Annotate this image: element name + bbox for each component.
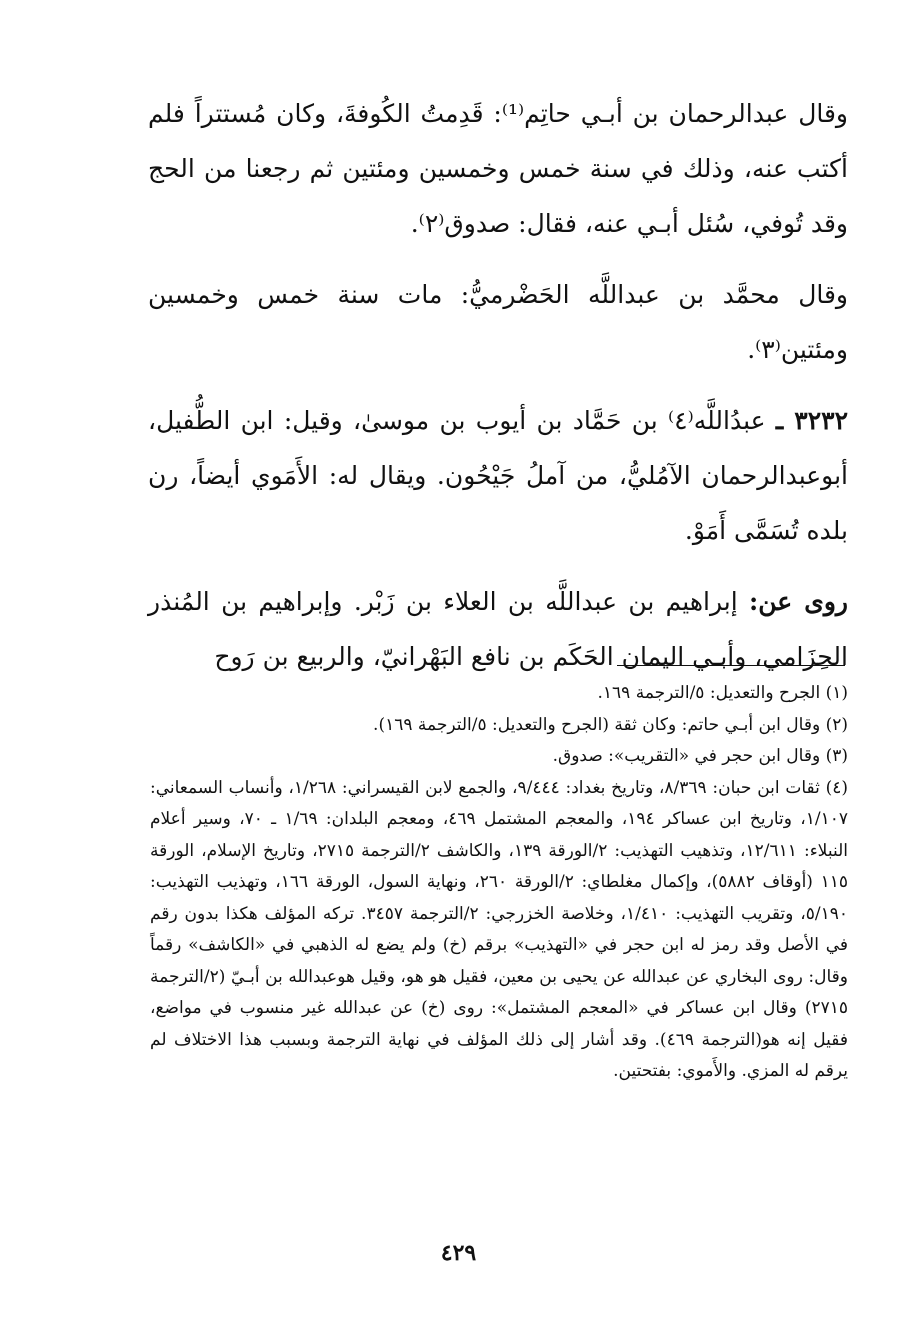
footnotes bbox=[150, 678, 848, 1088]
rawa-text: إبراهيم بن عبداللَّه بن العلاء بن زَبْر. وإبراهيم بن المُنذر الحِزَامي، وأبـي اليمان الحَكَم بن نافع البَهْرانيّ، والربيع بن رَوح bbox=[148, 587, 848, 671]
footnote-1: (١) الجرح والتعديل: ٥/الترجمة ١٦٩. bbox=[597, 683, 848, 703]
footnote-2: (٢) وقال ابن أبـي حاتم: وكان ثقة (الجرح والتعديل: ٥/الترجمة ١٦٩). bbox=[373, 714, 848, 735]
entry-text: عبدُاللَّه⁽٤⁾ بن حَمَّاد بن أيوب بن موسىٰ، وقيل: ابن الطُّفيل، أبوعبدالرحمان الآمُليُّ، من آملُ جَيْحُون. ويقال له: الأَمَوي أيضاً، رن بلده تُسَمَّى أَمَوْ. bbox=[148, 406, 848, 545]
paragraph-hadrami: وقال محمَّد بن عبداللَّه الحَضْرميُّ: مات سنة خمس وخمسين ومئتين⁽٣⁾. bbox=[148, 280, 848, 364]
entry-3232 bbox=[148, 393, 848, 558]
paragraph-ibn-abi-hatim: وقال عبدالرحمان بن أبـي حاتِم⁽¹⁾: قَدِمتُ الكُوفةَ، وكان مُستتراً فلم أكتب عنه، وذلك في سنة خمس وخمسين ومئتين ثم رجعنا من الحج وقد تُوفي، سُئل أبـي عنه، فقال: صدوق⁽٢⁾. bbox=[148, 99, 848, 238]
footnote-4: (٤) ثقات ابن حبان: ٨/٣٦٩، وتاريخ بغداد: ٩/٤٤٤، والجمع لابن القيسراني: ١/٢٦٨، وأنساب السمعاني: ١/١٠٧، وتاريخ ابن عساكر ١٩٤، والمعجم المشتمل ٤٦٩، ومعجم البلدان: ١/٦٩ ـ ٧٠، وسير أعلام النبلاء: ١٢/٦١١، وتذهيب التهذيب: ٢/الورقة ١٣٩، والكاشف ٢/الترجمة ٢٧١٥، وتاريخ الإسلام، الورقة ١١٥ (أوقاف ٥٨٨٢)، وإكمال مغلطاي: ٢/الورقة ٢٦٠، ونهاية السول، الورقة ١٦٦، وتهذيب التهذيب: ٥/١٩٠، وتقريب التهذيب: ١/٤١٠، وخلاصة الخزرجي: ٢/الترجمة ٣٤٥٧. تركه المؤلف هكذا بدون رقم في الأصل وقد رمز له ابن حجر في «التهذيب» برقم (خ) ولم يضع له الذهبي في «الكاشف» رقماً وقال: روى البخاري عن عبدالله عن يحيى بن معين، فقيل هو هو، وقيل هوعبدالله بن أبـيّ (٢/الترجمة ٢٧١٥) وقال ابن عساكر في «المعجم المشتمل»: روى (خ) عن عبدالله غير منسوب في مواضع، فقيل إنه هو(الترجمة ٤٦٩). وقد أشار إلى ذلك المؤلف في نهاية الترجمة وبسبب هذا الاختلاف لم يرقم له المزي. والأَموي: بفتحتين. bbox=[150, 777, 849, 1081]
footnote-separator bbox=[617, 665, 845, 666]
footnote-3: (٣) وقال ابن حجر في «التقريب»: صدوق. bbox=[552, 746, 848, 766]
main-text bbox=[148, 86, 848, 700]
entry-number: ٣٢٣٢ ـ bbox=[775, 406, 848, 435]
rawa-label: روى عن: bbox=[749, 587, 849, 616]
page-number: ٤٢٩ bbox=[440, 1240, 477, 1266]
paragraph-rawa-an bbox=[148, 574, 848, 684]
